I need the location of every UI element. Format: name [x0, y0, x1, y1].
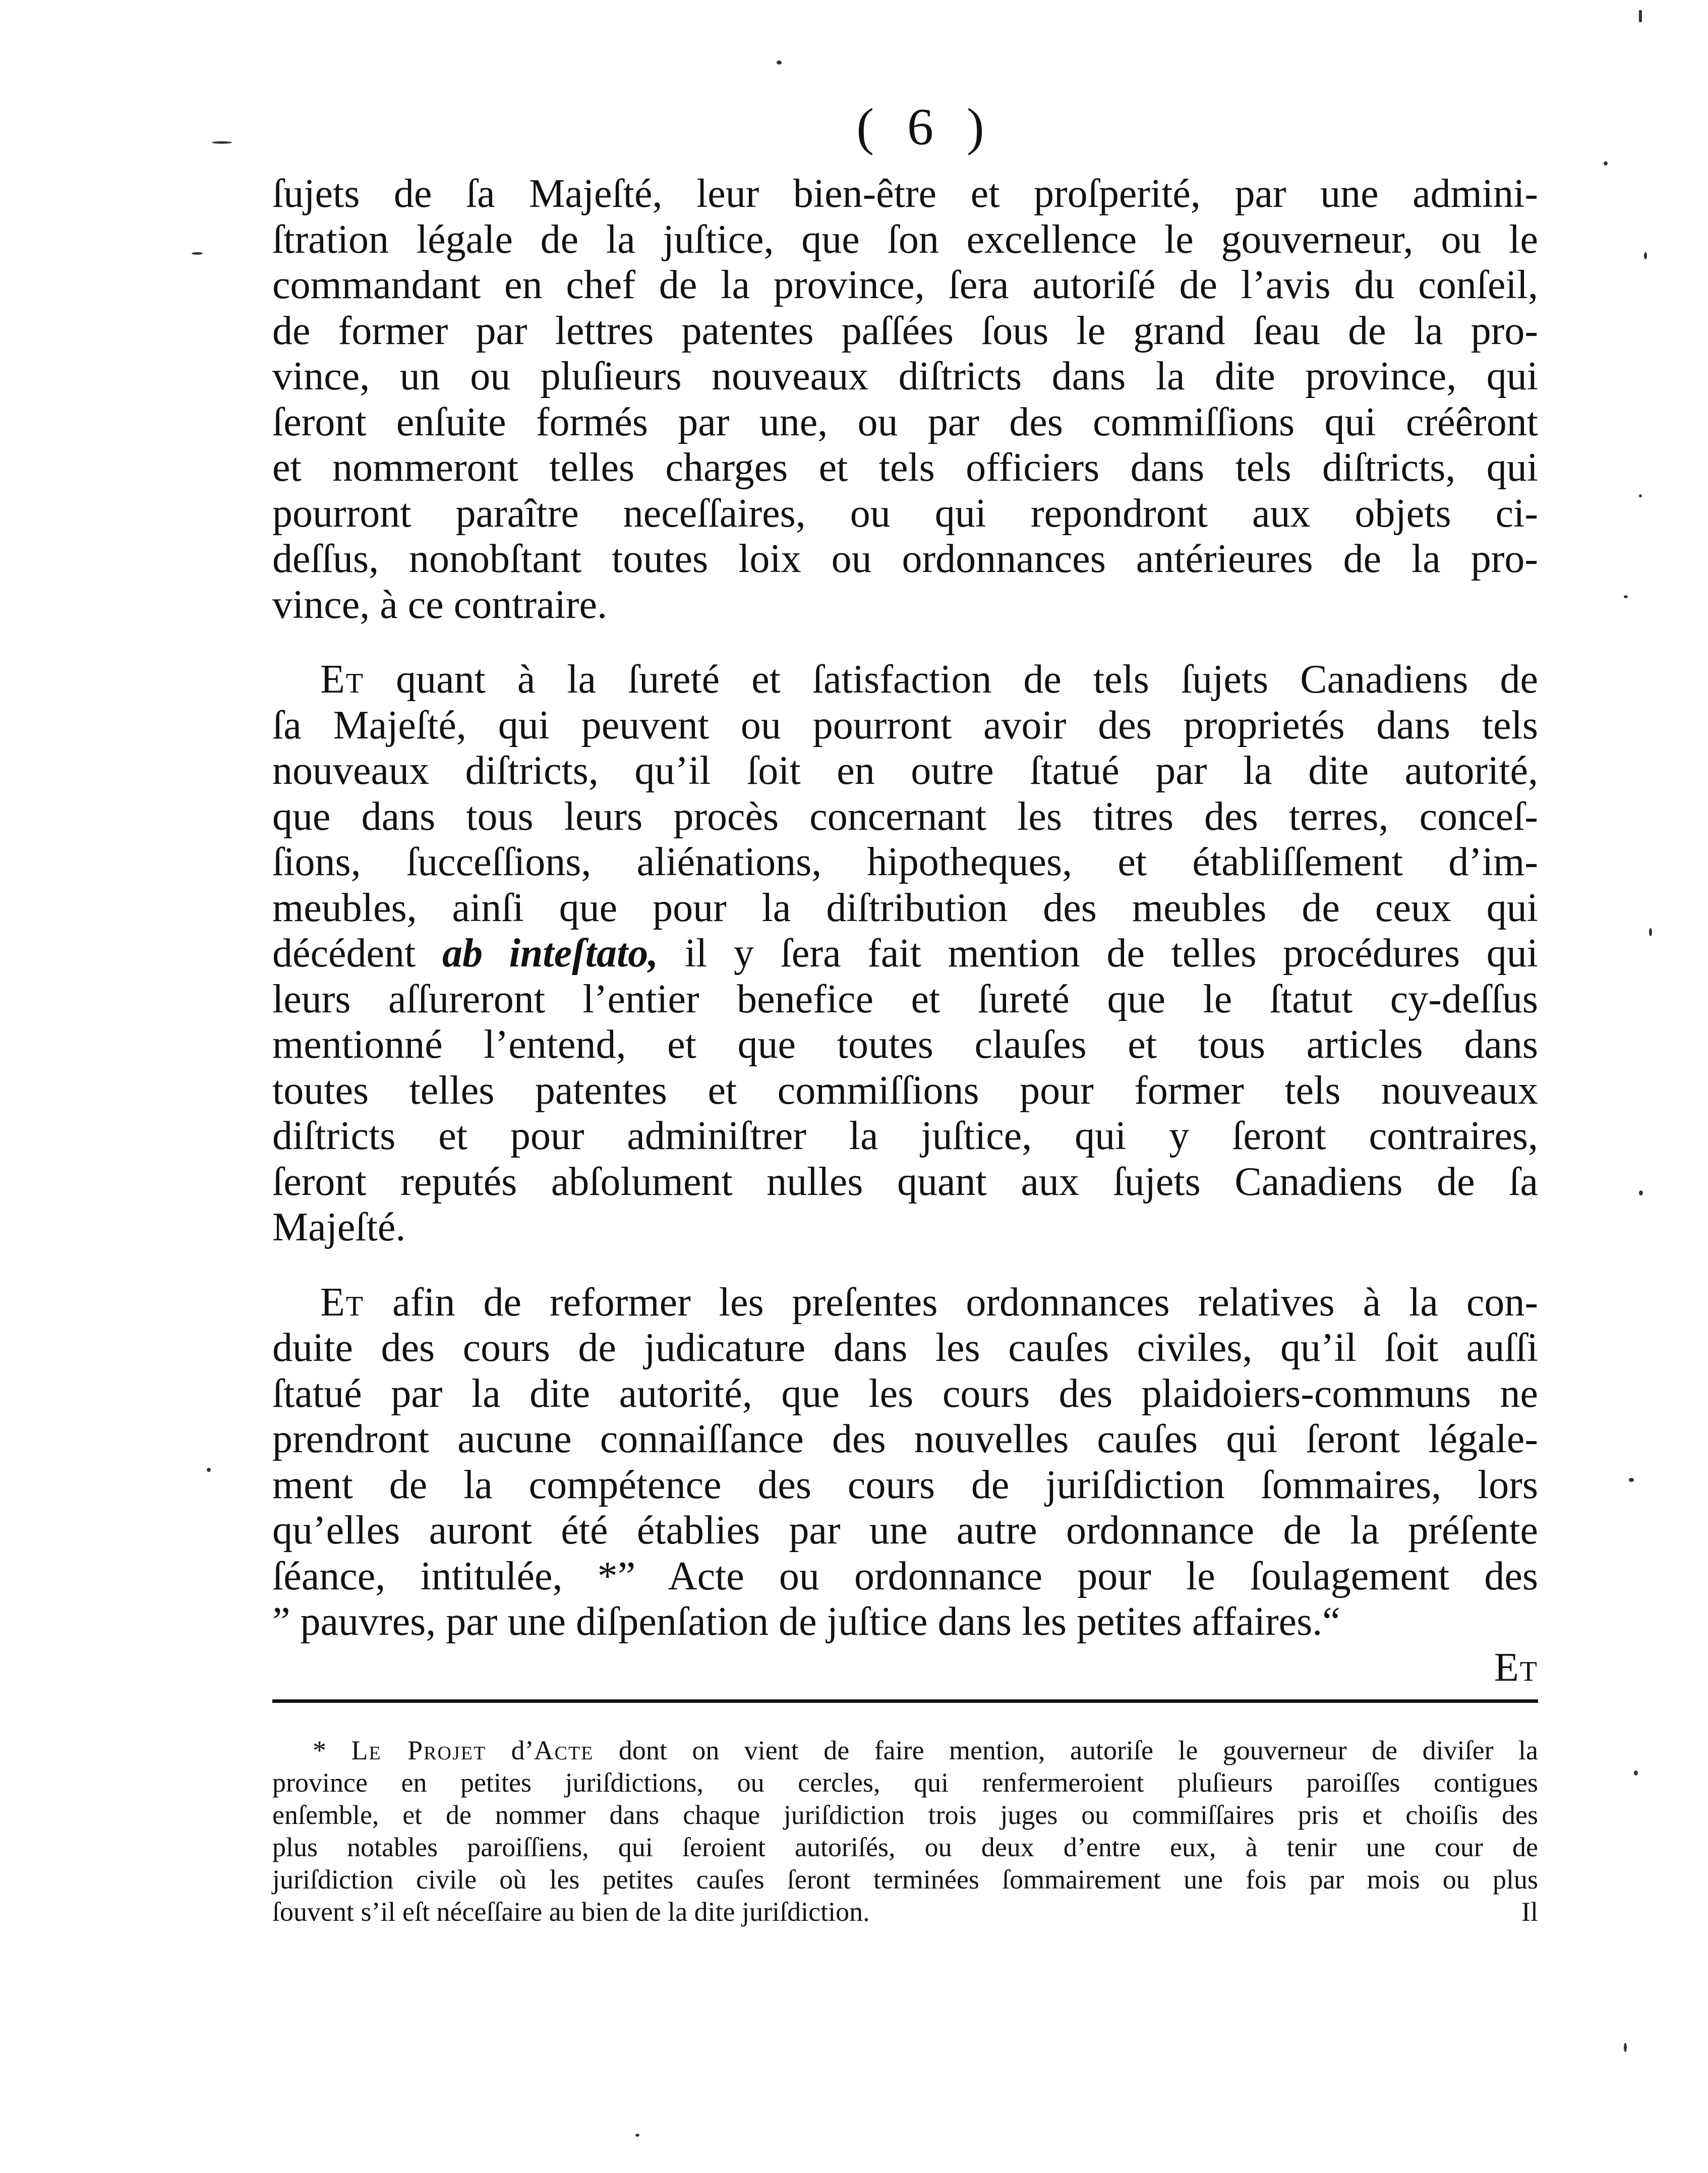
text-line: ſeront reputés abſolument nulles quant aux ſujets Canadiens de ſa	[272, 1159, 1538, 1204]
text-line: meubles, ainſi que pour la diſtribution des meubles de ceux qui	[272, 885, 1538, 930]
latin-phrase: ab inteſtato,	[442, 931, 659, 976]
text-line: ſujets de ſa Majeſté, leur bien-être et proſperité, par une admini-	[272, 171, 1538, 216]
footnote-line: juriſdiction civile où les petites cauſes ſeront terminées ſommairement une fois par mois ou plus	[272, 1864, 1538, 1895]
speck	[1639, 494, 1642, 497]
footnote-line	[272, 1896, 1538, 1928]
catchword: Et	[1494, 1645, 1538, 1690]
footnote-lead: Acte	[534, 1735, 594, 1765]
footnote-catchword: Il	[1521, 1897, 1538, 1927]
text-line: ” pauvres, par une diſpenſation de juſtice dans les petites affaires.“	[272, 1599, 1340, 1644]
text-line: qu’elles auront été établies par une autre ordonnance de la préſente	[272, 1508, 1538, 1553]
text-line: toutes telles patentes et commiſſions pour former tels nouveaux	[272, 1068, 1538, 1113]
footnote-line	[272, 1734, 1538, 1766]
text-line: deſſus, nonobſtant toutes loix ou ordonnances antérieures de la pro-	[272, 537, 1538, 581]
text-line: que dans tous leurs procès concernant les titres des terres, conceſ-	[272, 794, 1538, 839]
speck	[1649, 928, 1652, 936]
text-line: vince, un ou pluſieurs nouveaux diſtricts dans la dite province, qui	[272, 354, 1538, 398]
text-line: prendront aucune connaiſſance des nouvelles cauſes qui ſeront légale-	[272, 1417, 1538, 1461]
text-fragment: quant à la ſureté et ſatisfaction de tels ſujets Canadiens de	[364, 657, 1538, 702]
paragraph-3	[272, 1280, 1538, 1645]
speck	[1624, 595, 1628, 598]
text-fragment: ſouvent s’il eſt néceſſaire au bien de la dite juriſdiction.	[272, 1897, 870, 1927]
text-line: ſéance, intitulée, *” Acte ou ordonnance pour le ſoulagement des	[272, 1554, 1538, 1598]
text-fragment: d’	[486, 1735, 534, 1765]
paragraph-1	[272, 171, 1538, 627]
page-number: ( 6 )	[856, 98, 994, 156]
book-page	[272, 98, 1539, 1928]
footnote-line: enſemble, et de nommer dans chaque juriſdiction trois juges ou commiſſaires pris et choiſis des	[272, 1800, 1538, 1830]
text-line: leurs aſſureront l’entier benefice et ſureté que le ſtatut cy-deſſus	[272, 977, 1538, 1021]
speck	[1629, 1478, 1634, 1482]
footnote-line: plus notables paroiſſiens, qui ſeroient autoriſés, ou deux d’entre eux, à tenir une cour de	[272, 1832, 1538, 1862]
speck	[1624, 2043, 1627, 2052]
text-fragment: décédent	[272, 931, 442, 976]
text-fragment: il y ſera fait mention de telles procédures qui	[658, 931, 1538, 976]
text-line: pourront paraître neceſſaires, ou qui repondront aux objets ci-	[272, 491, 1538, 536]
text-line: et nommeront telles charges et tels officiers dans tels diſtricts, qui	[272, 445, 1538, 490]
paragraph-opening: Et	[320, 657, 365, 702]
speck	[1639, 10, 1642, 22]
speck	[207, 1468, 211, 1472]
text-line: nouveaux diſtricts, qu’il ſoit en outre ſtatué par la dite autorité,	[272, 749, 1538, 793]
footnote-lead: Le Projet	[351, 1735, 487, 1765]
text-fragment: afin de reformer les preſentes ordonnances relatives à la con-	[364, 1280, 1538, 1325]
text-line: vince, à ce contraire.	[272, 582, 608, 627]
text-line: ſtatué par la dite autorité, que les cours des plaidoiers-communs ne	[272, 1371, 1538, 1416]
text-line: commandant en chef de la province, ſera autoriſé de l’avis du conſeil,	[272, 263, 1538, 307]
text-line: ſtration légale de la juſtice, que ſon excellence le gouverneur, ou le	[272, 217, 1538, 262]
speck	[1639, 1190, 1643, 1195]
speck	[212, 141, 232, 144]
text-line: ment de la compétence des cours de juriſdiction ſommaires, lors	[272, 1462, 1538, 1507]
text-line: duite des cours de judicature dans les cauſes civiles, qu’il ſoit auſſi	[272, 1326, 1538, 1370]
paragraph-opening: Et	[320, 1280, 365, 1325]
speck	[1604, 161, 1608, 165]
text-line	[272, 1280, 1538, 1326]
speck	[192, 252, 203, 255]
text-line: Majeſté.	[272, 1205, 406, 1249]
text-line: ſa Majeſté, qui peuvent ou pourront avoir des proprietés dans tels	[272, 703, 1538, 748]
main-text	[272, 171, 1538, 1690]
speck	[777, 61, 782, 65]
paragraph-2	[272, 657, 1538, 1250]
speck	[635, 2134, 639, 2137]
footnote-marker: *	[313, 1735, 326, 1765]
text-fragment: dont on vient de faire mention, autoriſe le gouverneur de diviſer la	[594, 1735, 1539, 1765]
text-line: diſtricts et pour adminiſtrer la juſtice, qui y ſeront contraires,	[272, 1114, 1538, 1158]
text-line: de former par lettres patentes paſſées ſous le grand ſeau de la pro-	[272, 308, 1538, 353]
footnote-rule	[272, 1699, 1538, 1703]
text-line: ſions, ſucceſſions, aliénations, hipotheques, et établiſſement d’im-	[272, 840, 1538, 884]
text-line	[272, 931, 1538, 977]
speck	[1634, 1770, 1638, 1776]
text-line: ſeront enſuite formés par une, ou par des commiſſions qui créêront	[272, 399, 1538, 444]
text-line	[272, 657, 1538, 703]
speck	[1644, 252, 1647, 259]
text-line: mentionné l’entend, et que toutes clauſes et tous articles dans	[272, 1022, 1538, 1067]
footnote-line: province en petites juriſdictions, ou cercles, qui renfermeroient pluſieurs paroiſſes contigues	[272, 1767, 1538, 1798]
footnote	[272, 1734, 1538, 1928]
